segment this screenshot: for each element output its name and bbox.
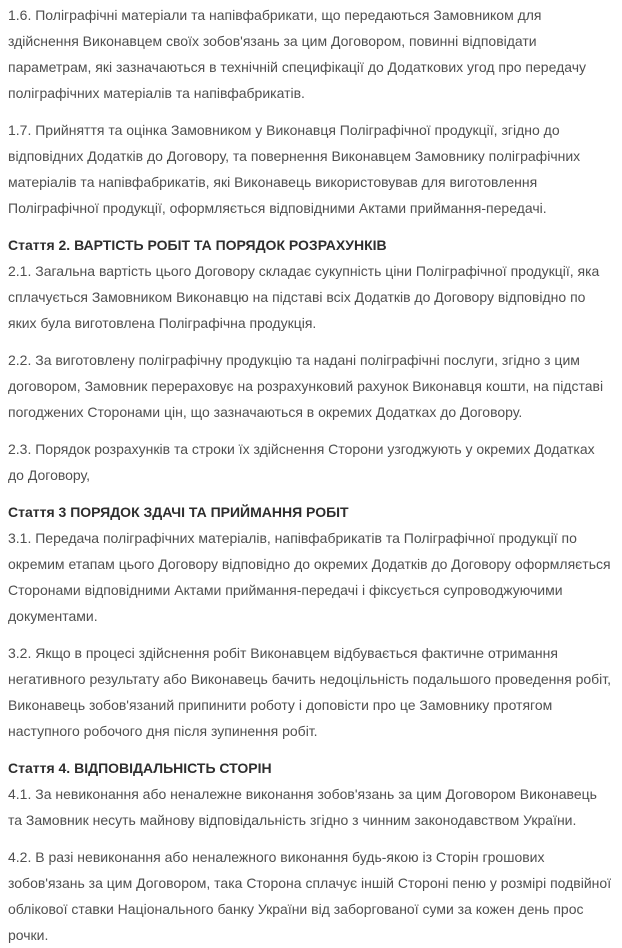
contract-paragraph: 3.1. Передача поліграфічних матеріалів, напівфабрикатів та Поліграфічної продукції по окремим етапам цього Договору відповідно до окремих Додатків до Договору оформляється Сторонами відповідними Актами приймання-передачі і фіксується супроводжуючими документами.: [8, 530, 611, 624]
contract-paragraph: 4.2. В разі невиконання або неналежного виконання будь-якою із Сторін грошових зобов'язань за цим Договором, така Сторона сплачує іншій Стороні пеню у розмірі подвійної облікової ставки Національного банку України від заборгованої суми за кожен день прос рочки.: [8, 849, 612, 943]
contract-paragraph: 4.1. За невиконання або неналежне виконання зобов'язань за цим Договором Виконавець та Замовник несуть майнову відповідальність згідно з чинним законодавством України.: [8, 786, 597, 828]
contract-paragraph: 3.2. Якщо в процесі здійснення робіт Виконавцем відбувається фактичне отримання негативного результату або Виконавець бачить недоцільність подальшого проведення робіт, Виконавець зобов'язаний припинити роботу і доповісти про це Замовнику протягом наступного робочого дня після зупинення робіт.: [8, 645, 612, 739]
contract-paragraph: 2.3. Порядок розрахунків та строки їх здійснення Сторони узгоджують у окремих Додатках до Договору,: [8, 441, 595, 483]
contract-paragraph: 2.1. Загальна вартість цього Договору складає сукупність ціни Поліграфічної продукції, яка сплачується Замовником Виконавцю на підставі всіх Додатків до Договору відповідно по яких була виготовлена Поліграфічна продукція.: [8, 263, 600, 331]
section-heading: Стаття 3 ПОРЯДОК ЗДАЧІ ТА ПРИЙМАННЯ РОБІТ: [8, 504, 349, 520]
section-heading: Стаття 2. ВАРТІСТЬ РОБІТ ТА ПОРЯДОК РОЗРАХУНКІВ: [8, 237, 387, 253]
contract-paragraph: 2.2. За виготовлену поліграфічну продукцію та надані поліграфічні послуги, згідно з цим договором, Замовник перераховує на розрахунковий рахунок Виконавця кошти, на підставі погоджених Сторонами цін, що зазначаються в окремих Додатках до Договору.: [8, 352, 604, 420]
contract-paragraph: 1.7. Прийняття та оцінка Замовником у Виконавця Поліграфічної продукції, згідно до відповідних Додатків до Договору, та повернення Виконавцем Замовнику поліграфічних матеріалів та напівфабрикатів, які Виконавець використовував для виготовлення Поліграфічної продукції, оформляється відповідними Актами приймання-передачі.: [8, 122, 581, 216]
contract-paragraph: 1.6. Поліграфічні матеріали та напівфабрикати, що передаються Замовником для здійснення Виконавцем своїх зобов'язань за цим Договором, повинні відповідати параметрам, які зазначаються в технічній специфікації до Додаткових угод про передачу поліграфічних матеріалів та напівфабрикатів.: [8, 7, 587, 101]
section-heading: Стаття 4. ВІДПОВІДАЛЬНІСТЬ СТОРІН: [8, 760, 272, 776]
